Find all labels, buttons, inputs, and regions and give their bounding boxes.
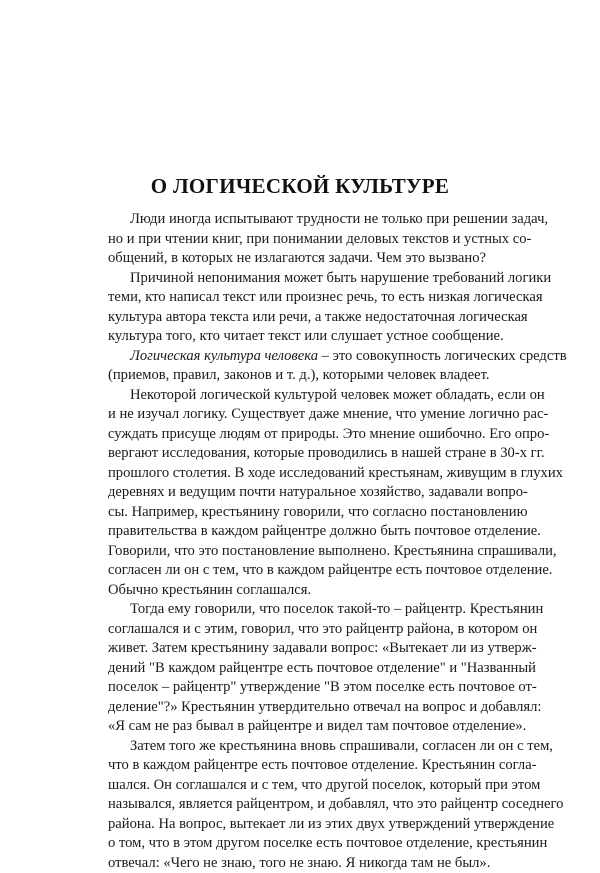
text-line: Затем того же крестьянина вновь спрашивали, согласен ли он с тем,	[108, 737, 522, 757]
text-line: суждать присуще людям от природы. Это мнение ошибочно. Его опро-	[108, 425, 522, 445]
text-line: и не изучал логику. Существует даже мнение, что умение логично рас-	[108, 405, 522, 425]
text-line: деревнях и ведущим почти натуральное хозяйство, задавали вопро-	[108, 483, 522, 503]
text-line: деление"?» Крестьянин утвердительно отвечал на вопрос и добавлял:	[108, 698, 522, 718]
text-line: «Я сам не раз бывал в райцентре и видел там почтовое отделение».	[108, 717, 522, 737]
text-line: соглашался и с этим, говорил, что это райцентр района, в котором он	[108, 620, 522, 640]
text-line: согласен ли он с тем, что в каждом райцентре есть почтовое отделение.	[108, 561, 522, 581]
text-line: Обычно крестьянин соглашался.	[108, 581, 522, 601]
paragraph	[108, 600, 522, 737]
text-line: о том, что в этом другом поселке есть почтовое отделение, крестьянин	[108, 834, 522, 854]
defined-term: Логическая культура человека	[130, 348, 318, 364]
text-line: Причиной непонимания может быть нарушение требований логики	[108, 269, 522, 289]
text-line: сы. Например, крестьянину говорили, что согласно постановлению	[108, 503, 522, 523]
text-line: шался. Он соглашался и с тем, что другой поселок, который при этом	[108, 776, 522, 796]
text-line: но и при чтении книг, при понимании деловых текстов и устных со-	[108, 230, 522, 250]
text-line: правительства в каждом райцентре должно быть почтовое отделение.	[108, 522, 522, 542]
text-line	[108, 347, 522, 367]
text-line: прошлого столетия. В ходе исследований крестьянам, живущим в глухих	[108, 464, 522, 484]
text-line: (приемов, правил, законов и т. д.), которыми человек владеет.	[108, 366, 522, 386]
text-line: что в каждом райцентре есть почтовое отделение. Крестьянин согла-	[108, 756, 522, 776]
page-title: О ЛОГИЧЕСКОЙ КУЛЬТУРЕ	[0, 174, 600, 199]
text-line: теми, кто написал текст или произнес речь, то есть низкая логическая	[108, 288, 522, 308]
text-line: поселок – райцентр" утверждение "В этом поселке есть почтовое от-	[108, 678, 522, 698]
text-line: дений "В каждом райцентре есть почтовое отделение" и "Названный	[108, 659, 522, 679]
paragraph	[108, 347, 522, 386]
paragraph	[108, 210, 522, 269]
paragraph	[108, 269, 522, 347]
text-line: общений, в которых не излагаются задачи. Чем это вызвано?	[108, 249, 522, 269]
paragraph	[108, 737, 522, 873]
text-line: культура автора текста или речи, а также недостаточная логическая	[108, 308, 522, 328]
text-line: вергают исследования, которые проводились в нашей стране в 30-х гг.	[108, 444, 522, 464]
text-line: Говорили, что это постановление выполнено. Крестьянина спрашивали,	[108, 542, 522, 562]
text-fragment: – это совокупность логических средств	[318, 348, 567, 364]
paragraph	[108, 386, 522, 601]
text-line: назывался, является райцентром, и добавлял, что это райцентр соседнего	[108, 795, 522, 815]
body-text	[108, 210, 522, 873]
text-line: Некоторой логической культурой человек может обладать, если он	[108, 386, 522, 406]
text-line: Тогда ему говорили, что поселок такой-то – райцентр. Крестьянин	[108, 600, 522, 620]
text-line: отвечал: «Чего не знаю, того не знаю. Я никогда там не был».	[108, 854, 522, 873]
text-line: района. На вопрос, вытекает ли из этих двух утверждений утверждение	[108, 815, 522, 835]
text-line: Люди иногда испытывают трудности не только при решении задач,	[108, 210, 522, 230]
text-line: живет. Затем крестьянину задавали вопрос: «Вытекает ли из утверж-	[108, 639, 522, 659]
text-line: культура того, кто читает текст или слушает устное сообщение.	[108, 327, 522, 347]
